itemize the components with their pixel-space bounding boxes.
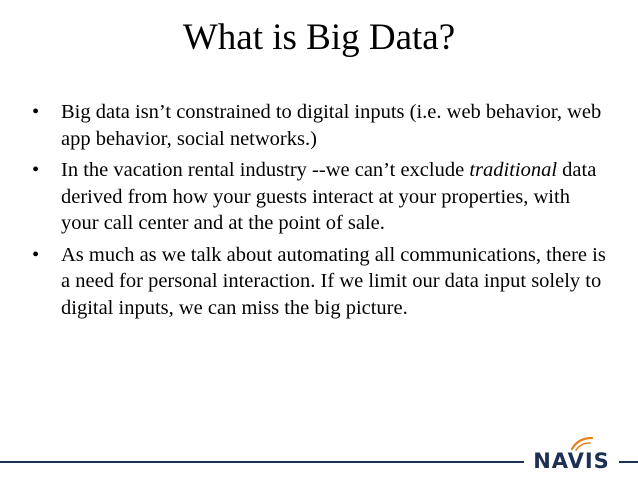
navis-logo [524,436,619,476]
page-title: What is Big Data? [182,17,456,58]
bullet-text-part: As much as we talk about automating all communications, there is a need for personal interaction. If we limit our data input solely to digital inputs, we can miss the big picture. [61,243,606,319]
bullet-icon: • [32,101,40,123]
list-item [32,99,612,152]
bullet-icon: • [32,243,40,266]
bullet-icon: • [32,159,40,181]
list-item [32,242,612,322]
footer-divider-right [619,461,638,463]
bullet-text [61,101,601,150]
list-item [32,157,612,237]
bullet-text-part: data derived from how your guests interact at your properties, with your call center and at the point of sale. [61,159,597,234]
footer-divider-left [0,461,524,463]
logo-text: NAVIS [533,449,610,473]
bullet-text [61,159,596,234]
bullet-text-part: Big data isn’t constrained to digital inputs (i.e. web behavior, web app behavior, social networks.) [61,101,602,150]
bullet-emphasis: traditional [469,159,558,181]
bullet-list [32,99,612,326]
bullet-text-part: In the vacation rental industry --we can’t exclude [61,159,470,181]
bullet-text [61,244,606,319]
